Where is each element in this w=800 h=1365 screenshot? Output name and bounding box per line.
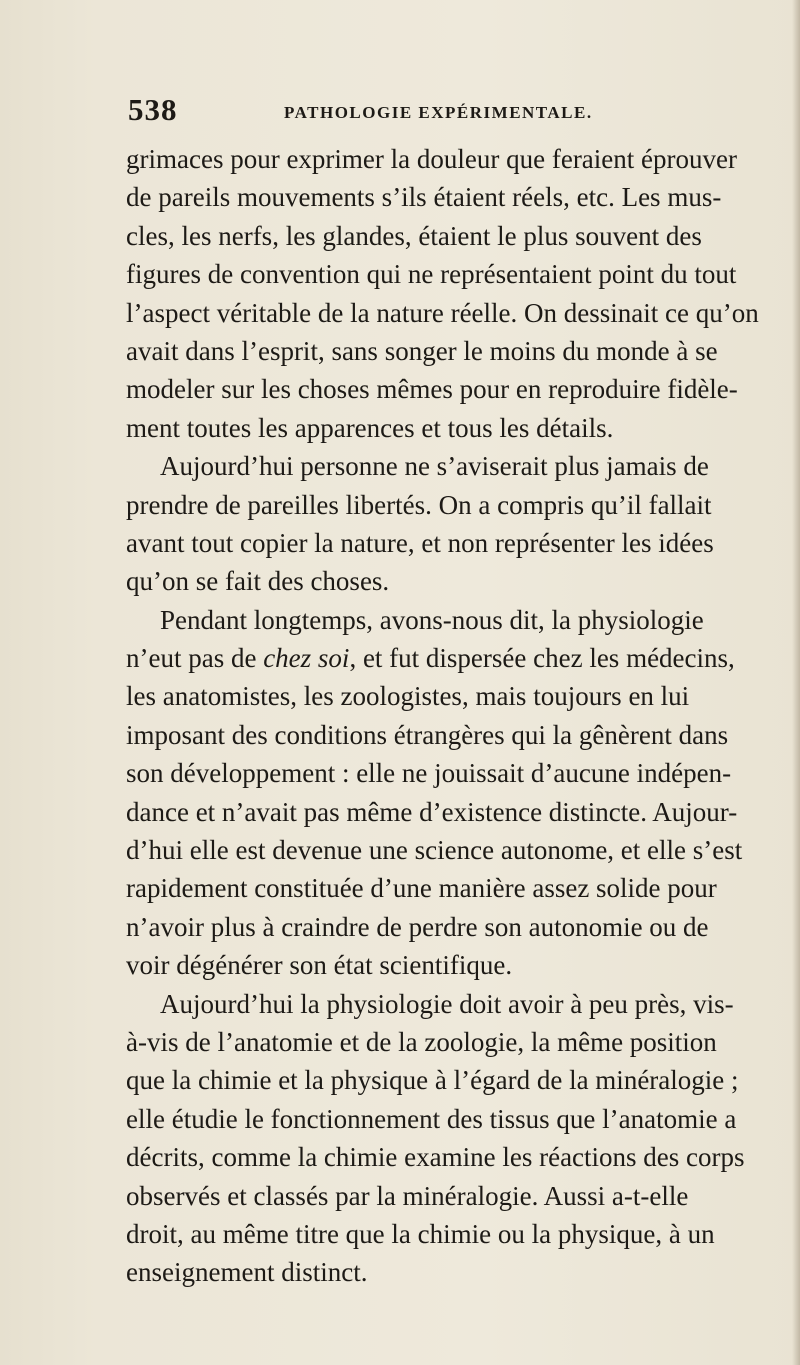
paragraph-first-line: Pendant longtemps, avons-nous dit, la physiologie — [160, 604, 704, 635]
text-line: dance et n’avait pas même d’existence distincte. Aujour- — [126, 796, 738, 827]
text-line: les anatomistes, les zoologistes, mais toujours en lui — [126, 681, 690, 712]
text-line: que la chimie et la physique à l’égard de la minéralogie ; — [126, 1065, 739, 1096]
text-line: n’avoir plus à craindre de perdre son autonomie ou de — [126, 911, 709, 942]
text-line: observés et classés par la minéralogie. Aussi a-t-elle — [126, 1180, 689, 1211]
text-line: décrits, comme la chimie examine les réactions des corps — [126, 1142, 745, 1173]
body-text — [126, 140, 759, 1292]
italic-phrase: chez soi — [263, 643, 350, 674]
text-line: son développement : elle ne jouissait d’aucune indépen- — [126, 758, 732, 789]
running-title: PATHOLOGIE EXPÉRIMENTALE. — [284, 103, 593, 122]
text-line: ment toutes les apparences et tous les détails. — [126, 412, 614, 443]
text-run: n’eut pas de — [126, 643, 264, 674]
text-run: , et fut dispersée chez les médecins, — [349, 643, 735, 674]
text-line: droit, au même titre que la chimie ou la physique, à un — [126, 1218, 715, 1249]
text-line: d’hui elle est devenue une science autonome, et elle s’est — [126, 835, 743, 866]
paragraph-first-line: Aujourd’hui la physiologie doit avoir à peu près, vis- — [160, 988, 734, 1019]
text-line: figures de convention qui ne représentaient point du tout — [126, 259, 737, 290]
page-edge-shadow — [792, 0, 800, 1365]
text-line: qu’on se fait des choses. — [126, 566, 390, 597]
text-line: cles, les nerfs, les glandes, étaient le plus souvent des — [126, 220, 702, 251]
text-line — [126, 639, 754, 677]
text-line: à-vis de l’anatomie et de la zoologie, la même position — [126, 1026, 717, 1057]
text-line: avant tout copier la nature, et non représenter les idées — [126, 527, 714, 558]
page-header — [128, 92, 728, 132]
paragraph-first-line: Aujourd’hui personne ne s’aviserait plus jamais de — [160, 451, 709, 482]
text-line: grimaces pour exprimer la douleur que feraient éprouver — [126, 144, 737, 174]
text-line: voir dégénérer son état scientifique. — [126, 950, 513, 981]
text-line: modeler sur les choses mêmes pour en reproduire fidèle- — [126, 374, 738, 405]
text-line: l’aspect véritable de la nature réelle. On dessinait ce qu’on — [126, 297, 759, 328]
text-line: prendre de pareilles libertés. On a compris qu’il fallait — [126, 489, 712, 520]
text-line: avait dans l’esprit, sans songer le moins du monde à se — [126, 335, 718, 366]
text-line: enseignement distinct. — [126, 1257, 368, 1288]
text-line: de pareils mouvements s’ils étaient réels, etc. Les mus- — [126, 182, 722, 213]
text-line: rapidement constituée d’une manière assez solide pour — [126, 873, 717, 904]
text-line: imposant des conditions étrangères qui la gênèrent dans — [126, 719, 729, 750]
text-line: elle étudie le fonctionnement des tissus que l’anatomie a — [126, 1103, 737, 1134]
page-number: 538 — [128, 92, 178, 127]
